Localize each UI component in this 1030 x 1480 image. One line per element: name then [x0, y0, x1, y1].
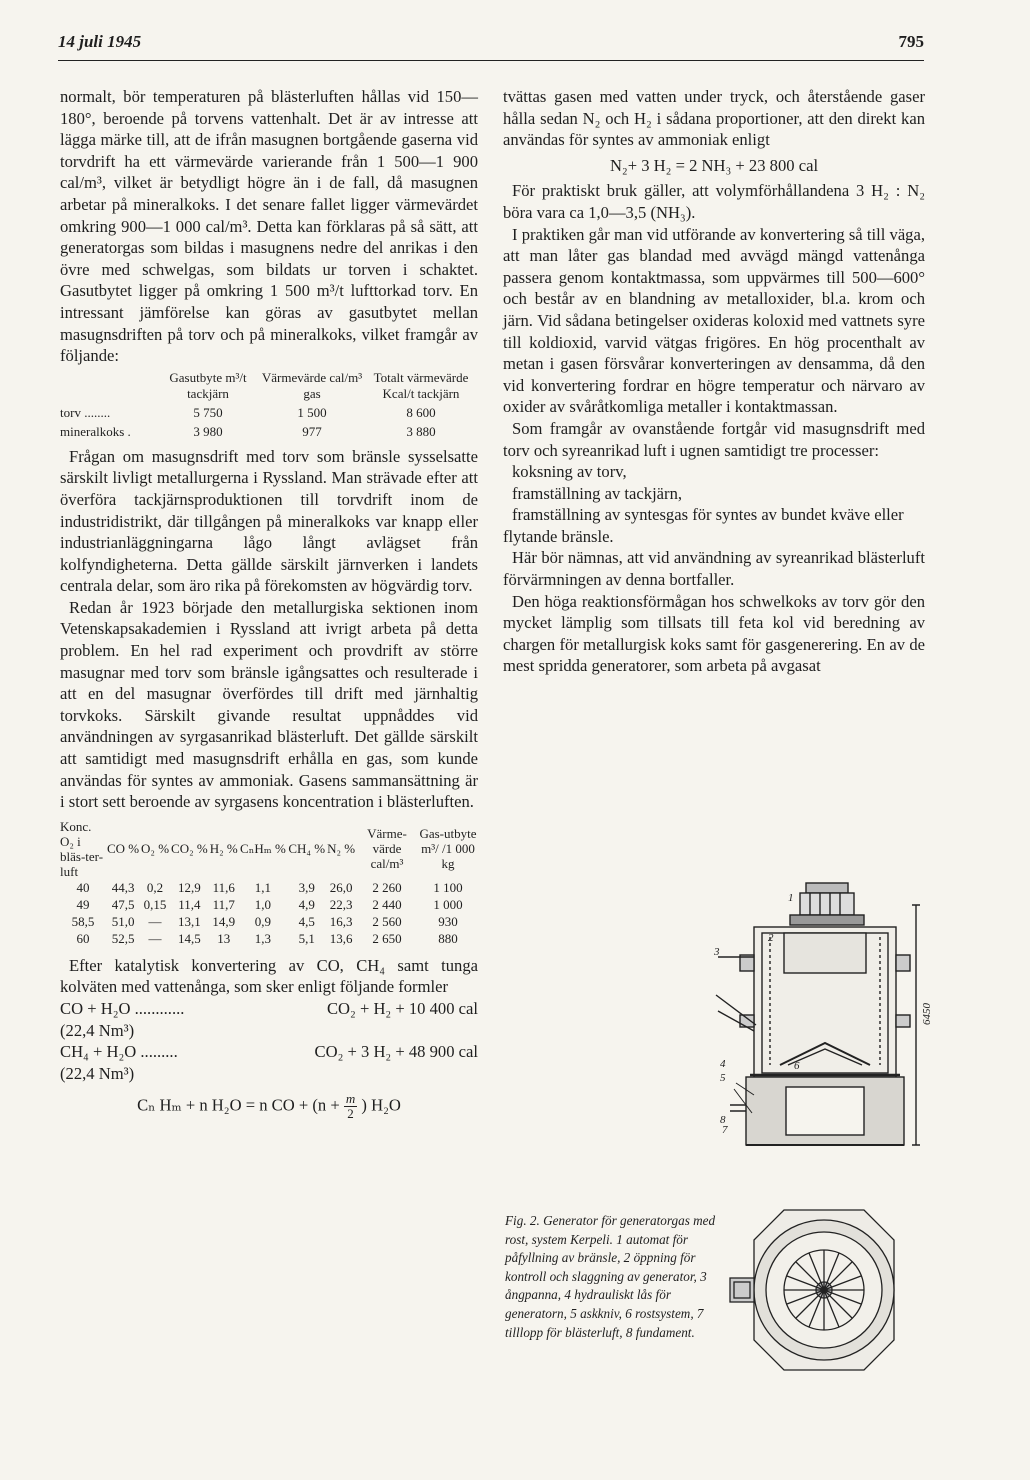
table-cell: —: [148, 913, 162, 929]
table-header-cell: CO %: [107, 841, 140, 857]
left-paragraph-3: Redan år 1923 började den metallurgiska sektionen inom Vetenskapsakademien i Ryssland att ivrigt arbeta på detta problem. En hel rad experiment och provdrift av större masugnar med torv som bränsle igångsattes och resulterade i att en del masugnar överfördes till drift med järnhaltig torvkoks. Särskilt givande resultat uppnåddes vid användningen av syrgasanrikad blästerluft. Det gällde särskilt att samtidigt med masugnsdrift erhålla en gas, som kunde användas för syntes av ammoniak. Gasens sammansättning är i stort sett beroende av syrgasens koncentration i blästerluften.: [60, 597, 478, 812]
table-header-cell: O₂ %: [141, 841, 170, 857]
fraction-denominator: 2: [347, 1106, 354, 1122]
formula-ch4-right: CO₂ + 3 H₂ + 48 900 cal: [314, 1042, 478, 1062]
formula-ch4: [60, 1041, 478, 1063]
table-header-cell: Gasutbyte m³/t tackjärn: [169, 369, 247, 401]
table-cell: 2 440: [372, 896, 402, 912]
formula-co-right: CO₂ + H₂ + 10 400 cal: [326, 999, 478, 1018]
figure-label: 6: [794, 1060, 800, 1072]
table-cell: 5 750: [193, 404, 223, 420]
formula-hc-part-b: ) H₂O: [361, 1095, 401, 1115]
table-header-cell: N₂ %: [327, 841, 356, 857]
generator-section-drawing: [710, 875, 940, 1195]
table-cell: 930: [438, 913, 458, 929]
table-cell: 51,0: [111, 913, 135, 929]
table-cell: 52,5: [111, 930, 135, 946]
table-cell: 1 500: [297, 404, 327, 420]
fraction-numerator: m: [345, 1091, 356, 1107]
formula-hydrocarbons: [60, 1092, 478, 1121]
figure-dimension: 6450: [921, 1003, 933, 1025]
right-paragraph-2: För praktiskt bruk gäller, att volymförhållandena 3 H₂ : N₂ böra vara ca 1,0—3,5 (NH₃).: [503, 181, 925, 222]
table-cell: 13,6: [329, 930, 353, 946]
table-cell: 11,7: [212, 896, 235, 912]
generator-plan-drawing: [724, 1200, 924, 1380]
left-paragraph-2: Frågan om masugnsdrift med torv som bränsle sysselsatte särskilt livligt metallurgerna i Ryssland. Man strävade efter att överföra tackjärnsproduktionen till torvdrift inom de industridistrikt, där tillgången på mineralkoks var knapp eller industrianläggningarna lågo långt avlägset från kolfyndigheterna. Detta gällde särskilt järnverken i landets centrala delar, som äro rika på förekomsten av högvärdig torv.: [60, 446, 478, 596]
table-row: [60, 913, 478, 930]
issue-date: 14 juli 1945: [58, 32, 142, 51]
table-cell: 0,15: [143, 896, 167, 912]
table-row: [60, 402, 478, 421]
right-column: [503, 86, 925, 677]
figure-label: 8: [720, 1114, 726, 1126]
table-cell: 16,3: [329, 913, 353, 929]
table-header-row: [60, 370, 478, 402]
table-cell: 14,5: [178, 930, 201, 946]
table-cell: 13: [217, 930, 231, 946]
table-cell: 0,9: [254, 913, 272, 929]
list-item: framställning av syntesgas för syntes av bundet kväve eller flytande bränsle.: [503, 505, 904, 546]
right-paragraph-6: Den höga reaktionsförmågan hos schwelkoks av torv gör den mycket lämplig som tillsats till feta kol vid beredning av chargen för metallurgisk koks samt för gasgenerering. En av de mest spridda generatorer, som arbeta på avgasat: [503, 591, 925, 676]
list-item: framställning av tackjärn,: [512, 483, 683, 503]
table-cell: torv ........: [60, 404, 111, 420]
formula-ch4-note: (22,4 Nm³): [60, 1063, 135, 1083]
table-header-cell: Värmevärde cal/m³ gas: [261, 369, 363, 401]
table-cell: 12,9: [178, 879, 201, 895]
right-paragraph-3: I praktiken går man vid utförande av konvertering så till väga, att man låter gas blandad med avvägd mängd vattenånga passera genom kontaktmassa, som uppvärmes till 500—600° och består av en blandning av metalloxider, bl.a. krom och järn. Vid sådana betingelser oxideras koloxid med vattnets syre till koldioxid, varvid vätgas frigöres. En hög procenthalt av metan i gasen försvårar konverteringen av densamma, då den vid konvertering fordrar en högre temperatur och närvaro av oxider av svåråtkomliga metaller i kontaktmassan.: [503, 224, 925, 417]
left-paragraph-1: normalt, bör temperaturen på blästerluften hållas vid 150—180°, beroende på torvens vattenhalt. Det är av intresse att lägga märke till, att de ifrån masugnen bortgående gaserna vid torvdrift ha ett värmevärde varierande från 1 500—1 900 cal/m³, vilket är betydligt högre än i de fall, då masugnen arbetar på mineralkoks. I det senare fallet ligger värmevärdet omkring 900—1 000 cal/m³. Detta kan förklaras på så sätt, att generatorgas som bildas i masugnens nedre del anrikas i den övre med schwelgas, som bildats ur torven i schaktet. Gasutbytet ligger på omkring 1 500 m³/t lufttorkad torv. En intressant jämförelse kan göras av gasutbytet mellan masugnsdriften på torv och på mineralkoks, vilket framgår av följande:: [60, 87, 478, 366]
page-number: 795: [898, 32, 924, 51]
figure-label: 7: [722, 1124, 728, 1136]
figure-label: 4: [720, 1058, 726, 1070]
left-paragraph-4: Efter katalytisk konvertering av CO, CH₄ samt tunga kolväten med vattenånga, som sker enligt följande formler: [60, 955, 478, 997]
table-cell: 22,3: [329, 896, 353, 912]
figure-caption: Fig. 2. Generator för generatorgas med rost, system Kerpeli. 1 automat för påfyllning av bränsle, 2 öppning för kontroll och slaggning av generator, 3 ångpanna, 4 hydrauliskt lås för generatorn, 5 askkniv, 6 rostsystem, 7 tilllopp för blästerluft, 8 fundament.: [505, 1213, 716, 1340]
table-cell: 1,1: [254, 879, 272, 895]
table-cell: 2 560: [372, 913, 402, 929]
table-cell: 977: [302, 423, 322, 439]
table-header-cell: CH₄ %: [288, 841, 326, 857]
formula-co: [60, 998, 478, 1020]
figure-label: 3: [714, 946, 720, 958]
gas-yield-table: [60, 370, 478, 440]
left-column: [60, 86, 478, 1125]
table-cell: 2 260: [372, 879, 402, 895]
table-header-row: [60, 819, 478, 879]
formula-ch4-left: CH₄ + H₂O .........: [60, 1042, 178, 1062]
table-cell: 8 600: [406, 404, 436, 420]
table-header-cell: H₂ %: [209, 841, 238, 857]
table-cell: mineralkoks .: [60, 423, 131, 439]
list-item: koksning av torv,: [512, 462, 627, 482]
table-cell: 11,6: [212, 879, 235, 895]
table-cell: 1,3: [254, 930, 272, 946]
figure-label: 1: [788, 892, 794, 904]
figure-label: 5: [720, 1072, 726, 1084]
table-header-cell: Konc. O₂ i bläs-ter-luft: [60, 818, 104, 879]
formula-fraction: [344, 1092, 357, 1121]
table-cell: 40: [76, 879, 90, 895]
table-cell: 4,5: [298, 913, 315, 929]
right-paragraph-1: tvättas gasen med vatten under tryck, och återstående gaser hålla sedan N₂ och H₂ i sådana proportioner, att den direkt kan användas för syntes av ammoniak enligt: [503, 87, 925, 150]
table-cell: 1 100: [433, 879, 463, 895]
right-paragraph-4: Som framgår av ovanstående fortgår vid masugnsdrift med torv och syreanrikad luft i ugnen samtidigt tre processer:: [503, 418, 925, 460]
page-header: [58, 28, 924, 61]
table-header-cell: Gas-utbyte m³/ /1 000 kg: [419, 826, 477, 872]
table-cell: 44,3: [111, 879, 135, 895]
table-cell: 0,2: [146, 879, 164, 895]
table-row: [60, 896, 478, 913]
table-cell: 13,1: [178, 913, 201, 929]
table-cell: 880: [438, 930, 458, 946]
table-cell: 1 000: [433, 896, 463, 912]
table-cell: 60: [76, 930, 90, 946]
ammonia-formula: N₂+ 3 H₂ = 2 NH₃ + 23 800 cal: [609, 155, 819, 175]
table-cell: 58,5: [71, 913, 95, 929]
table-cell: —: [148, 930, 162, 946]
gas-composition-table: [60, 819, 478, 947]
table-cell: 47,5: [111, 896, 135, 912]
table-cell: 11,4: [178, 896, 201, 912]
table-row: [60, 421, 478, 440]
table-header-cell: Värme-värde cal/m³: [367, 826, 407, 872]
table-cell: 14,9: [212, 913, 236, 929]
table-row: [60, 930, 478, 947]
table-cell: 3 980: [193, 423, 223, 439]
table-cell: 2 650: [372, 930, 402, 946]
figure-label: 2: [768, 932, 774, 944]
formula-co-note: (22,4 Nm³): [60, 1020, 135, 1040]
table-cell: 4,9: [298, 896, 315, 912]
table-header-cell: [60, 370, 156, 402]
table-header-cell: CₙHₘ %: [240, 841, 286, 857]
table-cell: 1,0: [254, 896, 272, 912]
table-cell: 3,9: [298, 879, 315, 895]
table-header-cell: CO₂ %: [171, 841, 208, 857]
table-cell: 5,1: [298, 930, 315, 946]
table-row: [60, 879, 478, 896]
table-cell: 3 880: [406, 423, 436, 439]
right-paragraph-5: Här bör nämnas, att vid användning av syreanrikad blästerluft förvärmningen av denna bortfaller.: [503, 548, 925, 590]
formula-co-left: CO + H₂O ............: [60, 999, 185, 1018]
table-cell: 26,0: [329, 879, 353, 895]
formula-hc-part-a: Cₙ Hₘ + n H₂O = n CO + (n +: [137, 1095, 340, 1115]
table-header-cell: Totalt värmevärde Kcal/t tackjärn: [373, 369, 469, 401]
table-cell: 49: [76, 896, 90, 912]
